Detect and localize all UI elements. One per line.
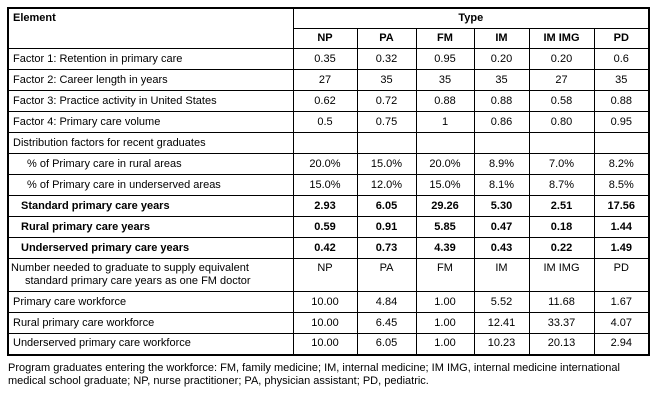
value-cell: 0.80	[529, 112, 594, 133]
value-cell: 20.0%	[416, 154, 474, 175]
row-label-cell: Rural primary care years	[8, 217, 293, 238]
value-cell: 0.35	[293, 49, 357, 70]
value-cell: 2.51	[529, 196, 594, 217]
value-cell: 10.23	[474, 334, 529, 355]
value-cell	[594, 133, 649, 154]
value-cell: 2.94	[594, 334, 649, 355]
value-cell: PA	[357, 259, 416, 292]
value-cell	[416, 133, 474, 154]
value-cell: IM	[474, 259, 529, 292]
value-cell: 8.1%	[474, 175, 529, 196]
row-label-cell: Factor 2: Career length in years	[8, 70, 293, 91]
table-row	[8, 133, 649, 154]
value-cell	[474, 133, 529, 154]
row-label-cell: Standard primary care years	[8, 196, 293, 217]
value-cell: 0.22	[529, 238, 594, 259]
value-cell: 0.18	[529, 217, 594, 238]
table-row	[8, 217, 649, 238]
row-label-cell: Factor 4: Primary care volume	[8, 112, 293, 133]
type-column-group-header: Type	[293, 8, 649, 29]
value-cell: 0.20	[529, 49, 594, 70]
primary-care-workforce-table	[7, 7, 650, 356]
value-cell: 6.45	[357, 313, 416, 334]
row-label-cell: Primary care workforce	[8, 292, 293, 313]
column-header: IM IMG	[529, 29, 594, 49]
value-cell: 8.5%	[594, 175, 649, 196]
value-cell: 27	[293, 70, 357, 91]
value-cell: 0.59	[293, 217, 357, 238]
value-cell	[529, 133, 594, 154]
row-label-cell: Number needed to graduate to supply equivalent standard primary care years as one FM doctor	[8, 259, 293, 292]
table-row	[8, 259, 649, 292]
value-cell: 1.00	[416, 313, 474, 334]
value-cell: 0.88	[474, 91, 529, 112]
row-label-cell: Rural primary care workforce	[8, 313, 293, 334]
value-cell: 1.67	[594, 292, 649, 313]
table-row	[8, 70, 649, 91]
value-cell: 0.42	[293, 238, 357, 259]
value-cell: 7.0%	[529, 154, 594, 175]
value-cell: 20.13	[529, 334, 594, 355]
table-row	[8, 49, 649, 70]
value-cell: 5.52	[474, 292, 529, 313]
value-cell: NP	[293, 259, 357, 292]
row-label-cell: Factor 1: Retention in primary care	[8, 49, 293, 70]
column-header: FM	[416, 29, 474, 49]
value-cell: 0.73	[357, 238, 416, 259]
table-row	[8, 112, 649, 133]
value-cell: 17.56	[594, 196, 649, 217]
value-cell: 15.0%	[416, 175, 474, 196]
row-label-cell: Underserved primary care years	[8, 238, 293, 259]
value-cell: 0.88	[594, 91, 649, 112]
value-cell: 35	[416, 70, 474, 91]
value-cell: 0.5	[293, 112, 357, 133]
value-cell: 8.7%	[529, 175, 594, 196]
value-cell: 6.05	[357, 334, 416, 355]
value-cell: 5.85	[416, 217, 474, 238]
value-cell: 2.93	[293, 196, 357, 217]
value-cell: 0.91	[357, 217, 416, 238]
value-cell: 0.20	[474, 49, 529, 70]
value-cell: 27	[529, 70, 594, 91]
value-cell	[357, 133, 416, 154]
value-cell: 1.00	[416, 292, 474, 313]
value-cell: 0.47	[474, 217, 529, 238]
row-label-cell: % of Primary care in underserved areas	[8, 175, 293, 196]
value-cell: 4.39	[416, 238, 474, 259]
value-cell: 0.43	[474, 238, 529, 259]
value-cell: 8.2%	[594, 154, 649, 175]
column-header: PA	[357, 29, 416, 49]
value-cell: 0.6	[594, 49, 649, 70]
value-cell: 0.95	[416, 49, 474, 70]
value-cell: 0.62	[293, 91, 357, 112]
value-cell: FM	[416, 259, 474, 292]
value-cell: 10.00	[293, 292, 357, 313]
value-cell: 0.86	[474, 112, 529, 133]
header-row-type	[8, 8, 649, 29]
value-cell: 33.37	[529, 313, 594, 334]
value-cell: 1.44	[594, 217, 649, 238]
value-cell: 0.88	[416, 91, 474, 112]
value-cell: 1.00	[416, 334, 474, 355]
row-label-cell: Distribution factors for recent graduates	[8, 133, 293, 154]
value-cell: 12.41	[474, 313, 529, 334]
value-cell: 10.00	[293, 334, 357, 355]
value-cell: 8.9%	[474, 154, 529, 175]
value-cell: 20.0%	[293, 154, 357, 175]
value-cell: 1.49	[594, 238, 649, 259]
table-row	[8, 292, 649, 313]
value-cell	[293, 133, 357, 154]
value-cell: 4.07	[594, 313, 649, 334]
table-row	[8, 238, 649, 259]
value-cell: IM IMG	[529, 259, 594, 292]
value-cell: 0.58	[529, 91, 594, 112]
value-cell: 35	[594, 70, 649, 91]
table-row	[8, 334, 649, 355]
value-cell: 11.68	[529, 292, 594, 313]
value-cell: 12.0%	[357, 175, 416, 196]
row-label-cell: Factor 3: Practice activity in United States	[8, 91, 293, 112]
value-cell: PD	[594, 259, 649, 292]
value-cell: 4.84	[357, 292, 416, 313]
table-footnote: Program graduates entering the workforce: FM, family medicine; IM, internal medicine; IM IMG, internal medicine international medical school graduate; NP, nurse practitioner; PA, physician assistant; PD, pediatric.	[8, 361, 620, 387]
element-column-header: Element	[8, 8, 293, 49]
value-cell: 5.30	[474, 196, 529, 217]
table-row	[8, 154, 649, 175]
value-cell: 15.0%	[293, 175, 357, 196]
value-cell: 35	[357, 70, 416, 91]
value-cell: 10.00	[293, 313, 357, 334]
column-header: NP	[293, 29, 357, 49]
value-cell: 0.32	[357, 49, 416, 70]
table-row	[8, 196, 649, 217]
column-header: IM	[474, 29, 529, 49]
row-label-cell: % of Primary care in rural areas	[8, 154, 293, 175]
value-cell: 6.05	[357, 196, 416, 217]
value-cell: 0.72	[357, 91, 416, 112]
table-row	[8, 175, 649, 196]
table-row	[8, 313, 649, 334]
column-header: PD	[594, 29, 649, 49]
value-cell: 29.26	[416, 196, 474, 217]
value-cell: 0.75	[357, 112, 416, 133]
table-row	[8, 91, 649, 112]
value-cell: 15.0%	[357, 154, 416, 175]
value-cell: 1	[416, 112, 474, 133]
row-label-cell: Underserved primary care workforce	[8, 334, 293, 355]
value-cell: 0.95	[594, 112, 649, 133]
value-cell: 35	[474, 70, 529, 91]
